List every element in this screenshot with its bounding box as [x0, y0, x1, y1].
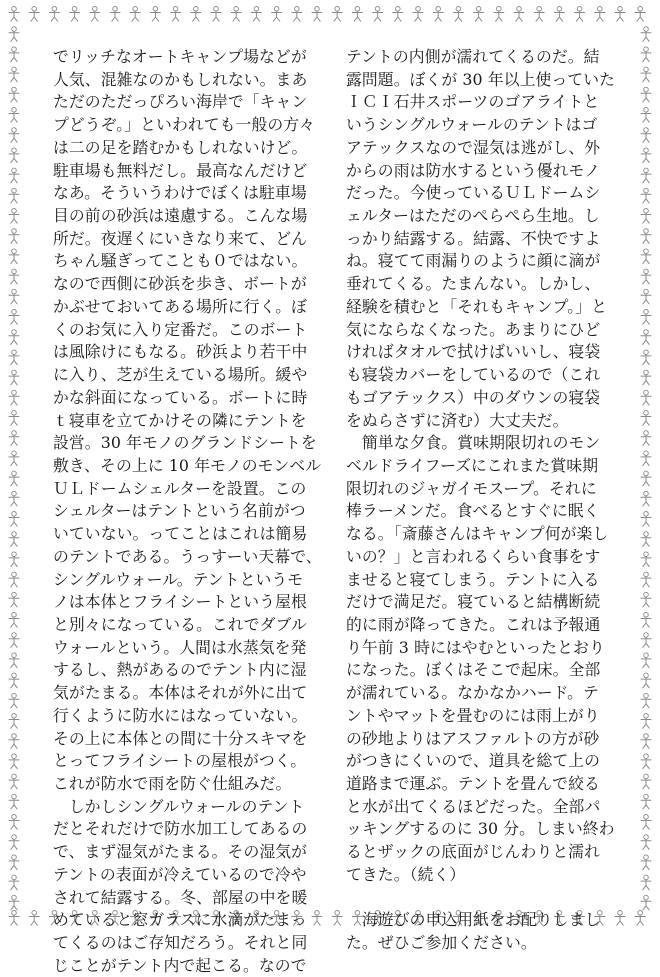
person-icon: [352, 7, 362, 22]
person-icon: [110, 7, 120, 22]
person-icon: [641, 370, 651, 385]
body-text-line: 垂れてくる。たまんない。しかし、: [346, 274, 601, 294]
person-icon: [9, 289, 19, 304]
person-icon: [373, 7, 383, 22]
person-icon: [9, 633, 19, 648]
person-icon: [9, 693, 19, 708]
person-icon: [641, 532, 651, 547]
person-icon: [575, 7, 585, 22]
person-icon: [9, 512, 19, 527]
body-text-line: めていると窓ガラスに水滴がたまっ: [53, 910, 307, 930]
body-text-line: 露問題。ぼくが 30 年以上使っていた: [346, 69, 615, 89]
body-text-line: いうシングルウォールのテントはゴ: [346, 115, 598, 135]
body-text-line: いていない。ってことはこれは簡易: [53, 524, 308, 544]
body-text-line: り午前 3 時にはやむといったとおり: [346, 637, 605, 657]
person-icon: [641, 754, 651, 769]
body-text-line: てきた。（続く）: [346, 864, 466, 884]
person-icon: [9, 835, 19, 850]
person-icon: [641, 390, 651, 405]
body-text-line: されて結露する。冬、部屋の中を暖: [53, 887, 308, 907]
body-text-line: と水が出てくるほどだった。全部パ: [346, 796, 601, 816]
person-icon: [9, 875, 19, 890]
body-text-line: 限切れのジャガイモスープ。それに: [346, 478, 597, 498]
person-icon: [641, 491, 651, 506]
body-text-line: も寝袋カバーをしているので（これ: [346, 365, 601, 385]
person-icon: [641, 47, 651, 62]
body-text-line: アテックスなので湿気は逃がし、外: [346, 137, 601, 157]
body-text-line: 駐車場も無料だし。最高なんだけど: [53, 160, 308, 180]
person-icon: [641, 552, 651, 567]
person-icon: [9, 330, 19, 345]
body-text-line: するし、熱があるのでテント内に湿: [53, 660, 307, 680]
person-icon: [9, 87, 19, 102]
body-text-line: るとザックの底面がじんわりと濡れ: [346, 842, 601, 862]
body-text-line: くのお気に入り定番だ。このボート: [53, 319, 308, 339]
person-icon: [554, 7, 564, 22]
person-icon: [641, 855, 651, 870]
body-text-line: 簡単な夕食。賞味期限切れのモン: [346, 433, 601, 453]
person-icon: [29, 7, 39, 22]
person-icon: [494, 7, 504, 22]
body-text-line: プどうぞ。」といわれても一般の方々: [53, 115, 316, 135]
body-text-line: ェルターはただのぺらぺら生地。し: [346, 206, 600, 226]
body-text-line: ただのただっぴろい海岸で「キャン: [53, 92, 308, 112]
person-icon: [641, 673, 651, 688]
person-icon: [9, 128, 19, 143]
person-icon: [9, 7, 19, 22]
person-icon: [9, 794, 19, 809]
person-icon: [9, 572, 19, 587]
person-icon: [9, 754, 19, 769]
person-icon: [641, 330, 651, 345]
body-text-line: シェルターはテントという名前がつ: [53, 501, 306, 521]
person-icon: [70, 7, 80, 22]
person-icon: [9, 774, 19, 789]
person-icon: [49, 7, 59, 22]
body-text-line: とってフライシートの屋根がつく。: [53, 751, 307, 771]
person-icon: [9, 532, 19, 547]
body-text-line: ッキングするのに 30 分。しまい終わ: [346, 819, 615, 839]
body-text-line: ＵＬドームシェルターを設置。この: [53, 478, 307, 498]
person-icon: [312, 7, 322, 22]
body-text-line: ませると寝てしまう。テントに入る: [346, 569, 600, 589]
body-text-line: シングルウォール。テントというモ: [53, 569, 304, 589]
notice-text-line: 海遊びの申込用紙をお配りしまし: [346, 910, 601, 930]
person-icon: [9, 108, 19, 123]
person-icon: [9, 168, 19, 183]
person-icon: [272, 7, 282, 22]
body-text-line: もゴアテックス）中のダウンの寝袋: [346, 387, 601, 407]
person-icon: [534, 7, 544, 22]
person-icon: [641, 633, 651, 648]
person-icon: [641, 815, 651, 830]
body-text-line: で、まず湿気がたまる。その湿気が: [53, 842, 308, 862]
person-icon: [641, 188, 651, 203]
body-text-line: かな斜面になっている。ボートに時: [53, 387, 308, 407]
person-icon: [130, 7, 140, 22]
right-column: [346, 46, 618, 955]
person-icon: [231, 7, 241, 22]
body-text-line: 設営。30 年モノのグランドシートを: [53, 433, 317, 453]
person-icon: [641, 895, 651, 910]
body-text-line: ちゃん騒ぎってことも０ではない。: [53, 251, 308, 271]
person-icon: [641, 714, 651, 729]
body-text-line: ければタオルで拭けばいいし、寝袋: [346, 342, 601, 362]
body-text-line: をぬらさずに済む）大丈夫だ。: [346, 410, 569, 430]
body-text-line: テントの内側が濡れてくるのだ。結: [346, 47, 600, 66]
person-icon: [9, 552, 19, 567]
person-icon: [433, 7, 443, 22]
body-text-line: その上に本体との間に十分スキマを: [53, 728, 308, 748]
person-icon: [9, 269, 19, 284]
person-icon: [9, 592, 19, 607]
person-icon: [9, 714, 19, 729]
person-icon: [9, 27, 19, 42]
person-icon: [393, 7, 403, 22]
person-icon: [9, 451, 19, 466]
person-icon: [150, 7, 160, 22]
body-text-line: だとそれだけで防水加工してあるの: [53, 819, 308, 839]
person-icon: [641, 653, 651, 668]
person-icon: [9, 653, 19, 668]
body-text-line: 気にならなくなった。あまりにひど: [346, 319, 601, 339]
body-text-line: がつきにくいので、道具を総て上の: [346, 751, 601, 771]
person-icon: [641, 693, 651, 708]
person-icon: [9, 370, 19, 385]
person-icon: [9, 229, 19, 244]
person-icon: [292, 7, 302, 22]
person-icon: [635, 7, 645, 22]
body-text-line: 行くように防水にはなっていない。: [53, 705, 308, 725]
person-icon: [332, 911, 342, 926]
body-text-line: なあ。そういうわけでぼくは駐車場: [53, 183, 307, 203]
person-icon: [9, 673, 19, 688]
body-text-line: じことがテント内で起こる。なので: [53, 955, 307, 975]
body-text-line: ｔ寝車を立てかけその隣にテントを: [53, 410, 307, 430]
body-text-line: と別々になっている。これでダブル: [53, 614, 307, 634]
person-icon: [641, 128, 651, 143]
person-icon: [641, 27, 651, 42]
body-text-line: に入り、芝が生えている場所。緩や: [53, 365, 308, 385]
person-icon: [595, 7, 605, 22]
person-icon: [9, 209, 19, 224]
person-icon: [9, 471, 19, 486]
person-icon: [453, 7, 463, 22]
person-icon: [514, 7, 524, 22]
person-icon: [641, 350, 651, 365]
left-column: [53, 46, 325, 977]
body-text-line: 道路まで運ぶ。テントを畳んで絞る: [346, 774, 600, 793]
body-text-line: は風除けにもなる。砂浜より若干中: [53, 342, 308, 362]
person-icon: [641, 835, 651, 850]
person-icon: [9, 148, 19, 163]
body-text-line: 的に雨が降ってきた。これは予報通: [346, 614, 601, 634]
person-icon: [9, 390, 19, 405]
body-text-line: 目の前の砂浜は遠慮する。こんな場: [53, 206, 308, 226]
body-text-line: なる。「斎藤さんはキャンプ何が楽し: [346, 524, 609, 544]
person-icon: [29, 911, 39, 926]
person-icon: [9, 431, 19, 446]
person-icon: [90, 7, 100, 22]
person-icon: [641, 774, 651, 789]
body-text-line: いの？」と言われるくらい食事をす: [346, 546, 601, 566]
body-text-line: 敷き、その上に 10 年モノのモンベル: [53, 455, 322, 475]
person-icon: [641, 451, 651, 466]
person-icon: [641, 249, 651, 264]
body-text-line: 気がたまる。本体はそれが外に出て: [53, 683, 308, 703]
body-text-line: っかり結露する。結露、不快ですよ: [346, 228, 601, 248]
paragraph-gap: [346, 887, 618, 910]
body-text-line: なので西側に砂浜を歩き、ボートが: [53, 274, 307, 294]
person-icon: [641, 592, 651, 607]
person-icon: [641, 289, 651, 304]
body-text-line: のテントである。うっすーい天幕で、: [53, 546, 322, 566]
person-icon: [9, 895, 19, 910]
body-text-line: かぶせておいてある場所に行く。ぼ: [53, 296, 308, 316]
person-icon: [641, 512, 651, 527]
person-icon: [9, 613, 19, 628]
person-icon: [641, 229, 651, 244]
body-text-line: になった。ぼくはそこで起床。全部: [346, 660, 601, 680]
person-icon: [641, 269, 651, 284]
body-text-line: 所だ。夜遅くにいきなり来て、どん: [53, 228, 308, 248]
person-icon: [9, 491, 19, 506]
person-icon: [641, 209, 651, 224]
body-text-line: ントやマットを畳むのには雨上がり: [346, 705, 600, 725]
body-text-line: てくるのはご存知だろう。それと同: [53, 933, 308, 953]
person-icon: [641, 431, 651, 446]
person-icon: [641, 168, 651, 183]
person-icon: [9, 734, 19, 749]
person-icon: [641, 734, 651, 749]
person-icon: [9, 350, 19, 365]
body-text-line: ウォールという。人間は水蒸気を発: [53, 637, 307, 657]
person-icon: [9, 855, 19, 870]
person-icon: [641, 572, 651, 587]
person-icon: [641, 148, 651, 163]
body-text-line: ＩＣＩ石井スポーツのゴアライトと: [346, 92, 600, 112]
person-icon: [191, 7, 201, 22]
body-text-line: の砂地よりはアスファルトの方が砂: [346, 728, 600, 748]
body-text-line: これが防水で雨を防ぐ仕組みだ。: [53, 774, 292, 793]
person-icon: [641, 875, 651, 890]
person-icon: [641, 87, 651, 102]
person-icon: [641, 471, 651, 486]
person-icon: [251, 7, 261, 22]
body-text-line: テントの表面が冷えているので冷や: [53, 864, 307, 884]
person-icon: [635, 911, 645, 926]
person-icon: [615, 7, 625, 22]
body-text-line: ベルドライフーズにこれまた賞味期: [346, 455, 599, 475]
body-text-line: が濡れている。なかなかハード。テ: [346, 683, 599, 703]
person-icon: [9, 47, 19, 62]
person-icon: [641, 108, 651, 123]
body-text-line: しかしシングルウォールのテント: [53, 796, 305, 816]
body-text-line: からの雨は防水するという優れモノ: [346, 160, 601, 180]
person-icon: [171, 7, 181, 22]
person-icon: [9, 67, 19, 82]
body-text-line: ノは本体とフライシートという屋根: [53, 592, 307, 612]
person-icon: [9, 911, 19, 926]
person-icon: [641, 67, 651, 82]
body-text-line: ね。寝てて雨漏りのように顔に滴が: [346, 251, 601, 271]
person-icon: [474, 7, 484, 22]
body-text-line: 人気、混雑なのかもしれない。まあ: [53, 69, 308, 89]
person-icon: [9, 411, 19, 426]
person-icon: [641, 411, 651, 426]
body-text-line: 棒ラーメンだ。食べるとすぐに眠く: [346, 501, 600, 521]
person-icon: [641, 794, 651, 809]
body-text-line: 経験を積むと「それもキャンプ。」と: [346, 296, 608, 316]
body-text-line: だった。今使っているＵＬドームシ: [346, 183, 601, 203]
person-icon: [9, 815, 19, 830]
person-icon: [332, 7, 342, 22]
person-icon: [641, 310, 651, 325]
person-icon: [413, 7, 423, 22]
body-text-line: でリッチなオートキャンプ場などが: [53, 47, 307, 66]
person-icon: [9, 310, 19, 325]
body-text-line: だけで満足だ。寝ていると結構断続: [346, 592, 601, 612]
person-icon: [9, 249, 19, 264]
body-text-line: は二の足を踏むかもしれないけど。: [53, 137, 308, 157]
person-icon: [211, 7, 221, 22]
person-icon: [9, 188, 19, 203]
person-icon: [641, 613, 651, 628]
notice-text-line: た。ぜひご参加ください。: [346, 933, 537, 953]
